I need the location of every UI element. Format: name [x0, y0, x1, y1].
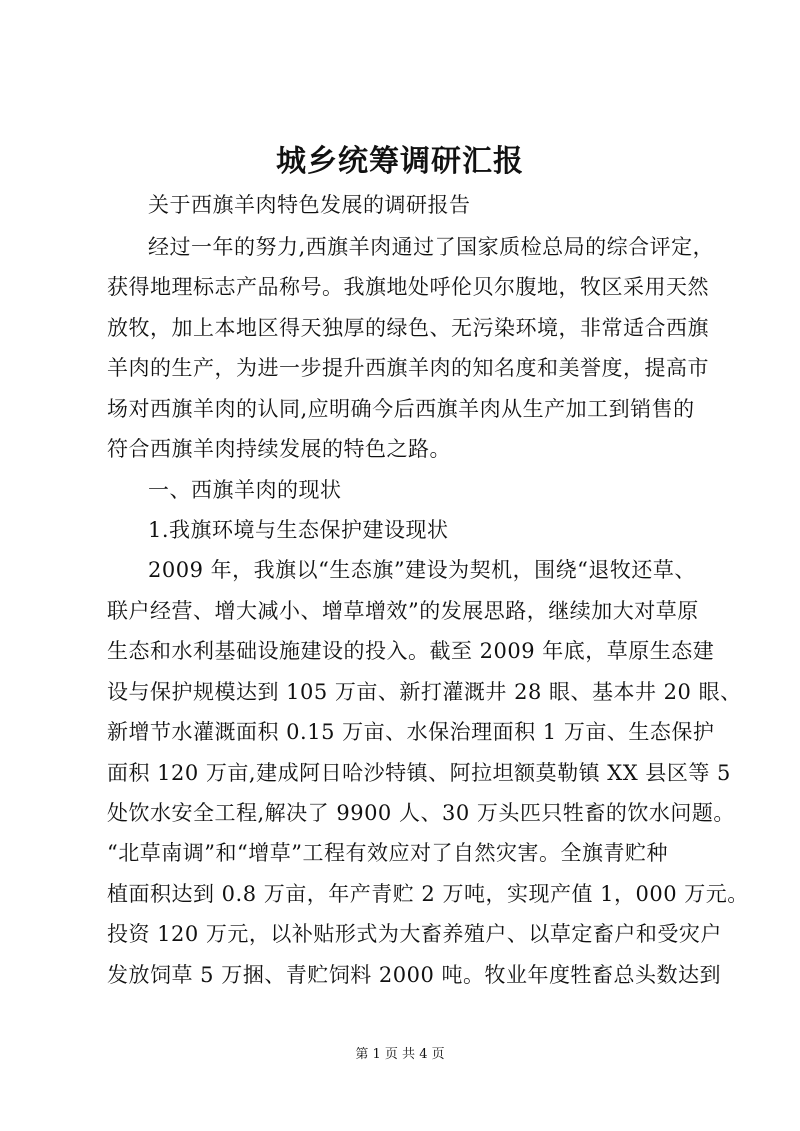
- paragraph-line: 羊肉的生产，为进一步提升西旗羊肉的知名度和美誉度，提高市: [107, 356, 709, 380]
- section-heading: 一、西旗羊肉的现状: [148, 478, 342, 502]
- paragraph-line: 联户经营、增大减小、增草增效”的发展思路，继续加大对草原: [107, 599, 699, 623]
- paragraph-line: 符合西旗羊肉持续发展的特色之路。: [107, 437, 451, 461]
- paragraph-line: 放牧，加上本地区得天独厚的绿色、无污染环境，非常适合西旗: [107, 316, 709, 340]
- paragraph-line: 处饮水安全工程,解决了 9900 人、30 万头匹只牲畜的饮水问题。: [107, 801, 735, 825]
- subsection-heading: 1.我旗环境与生态保护建设现状: [148, 518, 449, 542]
- paragraph-line: 经过一年的努力,西旗羊肉通过了国家质检总局的综合评定，: [148, 235, 715, 259]
- report-subtitle: 关于西旗羊肉特色发展的调研报告: [148, 193, 471, 217]
- page-footer: 第 1 页 共 4 页: [355, 1047, 445, 1062]
- paragraph-line: 面积 120 万亩,建成阿日哈沙特镇、阿拉坦额莫勒镇 XX 县区等 5: [107, 761, 731, 785]
- paragraph-line: 场对西旗羊肉的认同,应明确今后西旗羊肉从生产加工到销售的: [107, 397, 695, 421]
- paragraph-line: 获得地理标志产品称号。我旗地处呼伦贝尔腹地，牧区采用天然: [107, 275, 709, 299]
- paragraph-line: 发放饲草 5 万捆、青贮饲料 2000 吨。牧业年度牲畜总头数达到: [107, 963, 722, 987]
- paragraph-line: 新增节水灌溉面积 0.15 万亩、水保治理面积 1 万亩、生态保护: [107, 720, 715, 744]
- paragraph-line: 设与保护规模达到 105 万亩、新打灌溉井 28 眼、基本井 20 眼、: [107, 680, 742, 704]
- paragraph-line: 2009 年，我旗以“生态旗”建设为契机，围绕“退牧还草、: [148, 558, 696, 582]
- paragraph-line: 投资 120 万元，以补贴形式为大畜养殖户、以草定畜户和受灾户: [107, 922, 722, 946]
- document-title: 城乡统筹调研汇报: [276, 144, 524, 179]
- paragraph-line: “北草南调”和“增草”工程有效应对了自然灾害。全旗青贮种: [107, 841, 668, 865]
- paragraph-line: 生态和水利基础设施建设的投入。截至 2009 年底，草原生态建: [107, 639, 715, 663]
- paragraph-line: 植面积达到 0.8 万亩，年产青贮 2 万吨，实现产值 1，000 万元。: [107, 882, 749, 906]
